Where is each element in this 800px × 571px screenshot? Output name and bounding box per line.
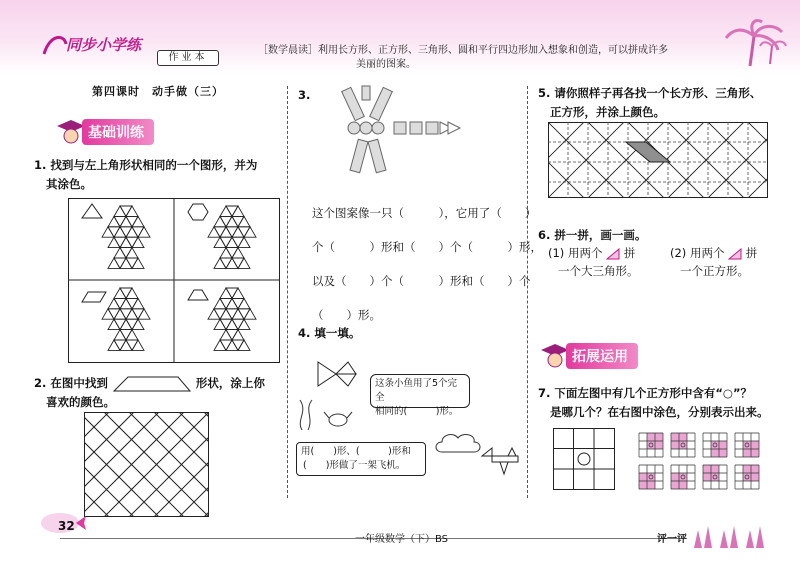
question-6-part-a <box>548 244 639 280</box>
seaweed-crab-icon <box>294 396 364 432</box>
question-1 <box>34 156 257 194</box>
plane-text-box <box>296 442 426 476</box>
question-6b-text: (2) 用两个 <box>670 246 725 260</box>
section-basic-training <box>56 118 154 146</box>
fish-shape-icon <box>316 360 358 388</box>
intro-line-2: 美丽的图案。 <box>356 59 416 70</box>
question-3-text <box>312 196 542 332</box>
section-title: 基础训练 <box>82 119 154 145</box>
palm-tree-icon <box>720 18 790 68</box>
lesson-title: 第四课时 动手做（三） <box>92 85 224 98</box>
question-2 <box>34 374 265 412</box>
question-6b-verb: 拼 <box>745 246 758 260</box>
question-3-line-2: 个（ ）形和（ ）个（ ）形， <box>312 240 542 254</box>
question-7-answer-grids <box>638 432 768 492</box>
question-5 <box>538 84 761 122</box>
question-5-line-2: 正方形，并涂上颜色。 <box>550 105 665 119</box>
math-reading-intro <box>258 44 718 72</box>
plane-text-line-2: ( )形做了一架飞机。 <box>303 460 406 471</box>
cloud-icon <box>434 430 482 456</box>
section-extend-application <box>540 342 638 370</box>
question-7 <box>538 384 769 422</box>
question-7-line-1: 7. 下面左图中有几个正方形中含有“○”？ <box>538 386 753 400</box>
page-number: 32 <box>58 519 75 533</box>
question-1-line-2: 其涂色。 <box>46 177 92 191</box>
dragonfly-pattern <box>340 84 470 184</box>
question-6a-line-2: 一个大三角形。 <box>558 264 639 278</box>
question-5-line-1: 5. 请你照样子再各找一个长方形、三角形、 <box>538 86 762 100</box>
question-1-shape-grid <box>68 198 280 363</box>
question-6-title: 6. 拼一拼，画一画。 <box>538 228 647 242</box>
question-7-line-2: 是哪几个？在右图中涂色，分别表示出来。 <box>550 405 769 419</box>
trapezoid-shape-icon <box>112 375 192 393</box>
intro-line-1: ［数学晨读］利用长方形、正方形、三角形、圆和平行四边形加入想象和创造，可以拼成许多 <box>258 45 668 56</box>
right-triangle-icon <box>606 248 620 260</box>
logo: 同步小学练 <box>66 36 142 54</box>
footer-book-title: 一年级数学（下）BS <box>355 534 449 545</box>
question-2-text-a: 2. 在图中找到 <box>34 376 108 390</box>
question-2-line-2: 喜欢的颜色。 <box>46 395 115 409</box>
question-1-line-1: 1. 找到与左上角形状相同的一个图形，并为 <box>34 158 258 172</box>
question-2-text-b: 形状，涂上你 <box>195 376 265 390</box>
evaluate-label: 评一评 <box>657 534 687 545</box>
question-6a-verb: 拼 <box>623 246 636 260</box>
question-3-line-3: 以及（ ）个（ ）形和（ ）个 <box>312 274 531 288</box>
question-2-diamond-grid <box>84 412 209 517</box>
question-3-line-1: 这个图案像一只（ ），它用了（ ） <box>312 206 537 220</box>
question-7-square-grid <box>553 428 615 490</box>
question-5-dashed-grid <box>548 122 768 198</box>
homework-tag: 作业本 <box>157 50 219 66</box>
question-6b-line-2: 一个正方形。 <box>680 264 749 278</box>
fish-text-line-2: 相同的( )形。 <box>375 406 459 417</box>
airplane-shape-icon <box>478 446 522 476</box>
column-separator <box>287 86 288 498</box>
section-title: 拓展运用 <box>566 343 638 369</box>
question-3-line-4: （ ）形。 <box>312 308 381 322</box>
question-3-number: 3. <box>298 88 311 102</box>
fish-speech-bubble <box>370 374 470 417</box>
thumbs-up-rating-icons[interactable] <box>690 524 766 550</box>
plane-text-line-1: 用( )形、( )形和 <box>301 446 411 457</box>
question-4-title: 4. 填一填。 <box>298 326 361 340</box>
fish-text-line-1: 这条小鱼用了5个完全 <box>375 378 458 403</box>
question-6a-text: (1) 用两个 <box>548 246 603 260</box>
right-triangle-icon <box>728 248 742 260</box>
question-6-part-b <box>670 244 757 280</box>
